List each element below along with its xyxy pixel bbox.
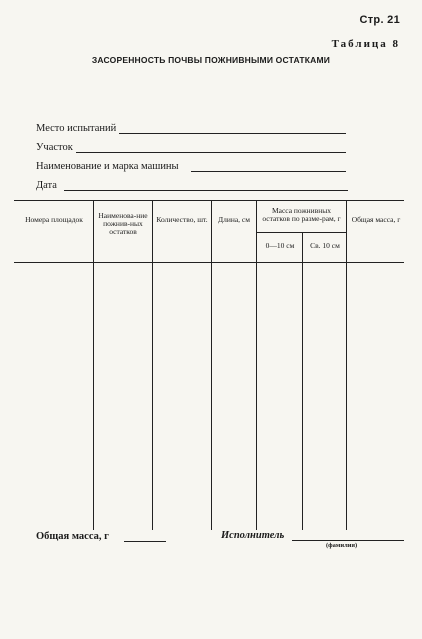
header-plot-numbers: Номера площадок	[25, 215, 83, 224]
machine-label: Наименование и марка машины	[36, 161, 179, 172]
column-divider	[302, 232, 303, 530]
header-mass-over-10: Св. 10 см	[310, 241, 340, 250]
page-title: ЗАСОРЕННОСТЬ ПОЧВЫ ПОЖНИВНЫМИ ОСТАТКАМИ	[91, 55, 331, 65]
header-mass-0-10: 0—10 см	[265, 241, 295, 250]
surname-note: (фамилия)	[326, 542, 358, 549]
date-line[interactable]	[64, 190, 348, 191]
header-length: Длина, см	[217, 215, 251, 224]
page-number: Стр. 21	[359, 14, 400, 26]
table-number: Таблица 8	[331, 38, 400, 50]
total-mass-line[interactable]	[124, 541, 166, 542]
column-divider	[152, 200, 153, 530]
executor-line[interactable]	[292, 540, 404, 541]
residue-table	[14, 200, 404, 530]
total-mass-label: Общая масса, г	[36, 531, 109, 542]
machine-line[interactable]	[191, 171, 346, 172]
column-divider	[93, 200, 94, 530]
date-label: Дата	[36, 180, 57, 191]
column-divider	[211, 200, 212, 530]
column-divider	[256, 200, 257, 530]
test-site-line[interactable]	[119, 133, 346, 134]
column-divider	[346, 200, 347, 530]
test-site-label: Место испытаний	[36, 123, 117, 134]
executor-label: Исполнитель	[221, 530, 285, 541]
header-total-mass: Общая масса, г	[351, 215, 401, 224]
plot-label: Участок	[36, 142, 73, 153]
header-quantity: Количество, шт.	[156, 215, 208, 224]
header-mass-group: Масса пожнивных остатков по разме-рам, г	[262, 206, 341, 223]
plot-line[interactable]	[76, 152, 346, 153]
mass-group-divider	[256, 232, 346, 233]
header-residue-name: Наименова-ние пожнив-ных остатков	[98, 211, 148, 236]
